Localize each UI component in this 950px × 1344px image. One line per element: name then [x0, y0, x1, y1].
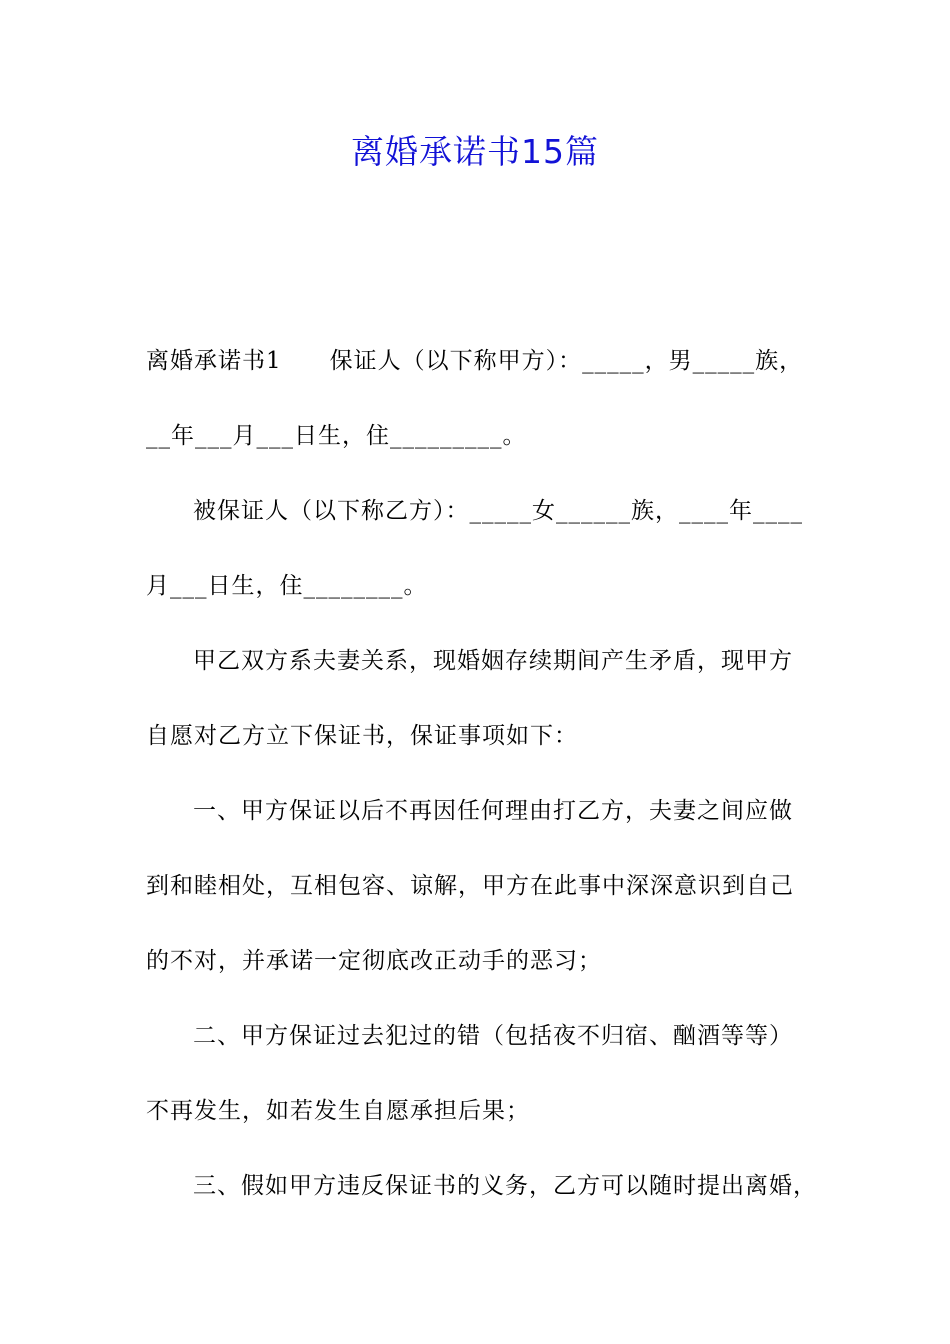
body-line-2: __年___月___日生，住_________。	[146, 423, 527, 449]
body-line-4: 月___日生，住________。	[146, 573, 428, 599]
body-line-12: 三、假如甲方违反保证书的义务，乙方可以随时提出离婚，	[193, 1173, 817, 1199]
body-line-5: 甲乙双方系夫妻关系，现婚姻存续期间产生矛盾，现甲方	[193, 648, 793, 674]
document-title: 离婚承诺书15篇	[351, 132, 599, 171]
document-body	[146, 336, 816, 1236]
body-line-10: 二、甲方保证过去犯过的错（包括夜不归宿、酗酒等等）	[193, 1023, 793, 1049]
body-line-1: 离婚承诺书1 保证人（以下称甲方）：_____，男_____族，	[146, 348, 804, 374]
body-line-8: 到和睦相处，互相包容、谅解，甲方在此事中深深意识到自己	[146, 873, 794, 899]
body-line-6: 自愿对乙方立下保证书，保证事项如下：	[146, 723, 578, 749]
body-line-11: 不再发生，如若发生自愿承担后果；	[146, 1098, 530, 1124]
body-line-7: 一、甲方保证以后不再因任何理由打乙方，夫妻之间应做	[193, 798, 793, 824]
body-line-3: 被保证人（以下称乙方）：_____女______族，____年____	[193, 498, 803, 524]
body-line-9: 的不对，并承诺一定彻底改正动手的恶习；	[146, 948, 602, 974]
